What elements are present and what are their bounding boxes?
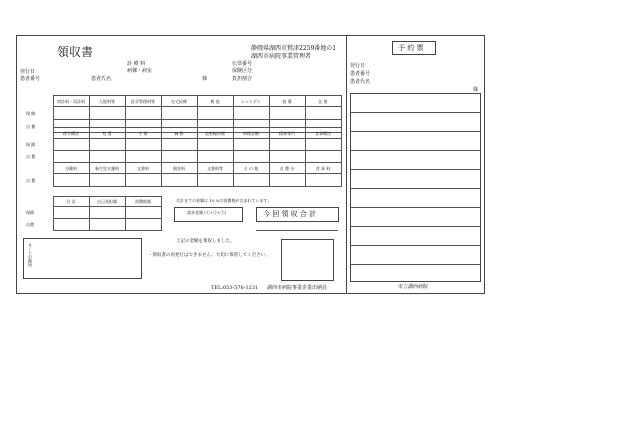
header-cell: 注 射 xyxy=(305,96,341,107)
billing-amount-box xyxy=(174,207,243,222)
phone-number: TEL:053-576-1231 xyxy=(211,285,259,291)
schedule-row-line xyxy=(350,226,480,227)
header-cell: 合 計 xyxy=(53,197,89,207)
header-cell: 手 術 xyxy=(125,128,161,139)
appointment-honorific: 様 xyxy=(473,87,479,93)
section-divider xyxy=(346,35,347,293)
row-label-insurance: 保 険 xyxy=(26,110,36,116)
header-cell: 処 置 xyxy=(89,128,125,139)
totals-row-label: 保険 xyxy=(26,210,34,215)
header-cell: 精神専門 xyxy=(269,128,305,139)
header-cell: 新生児介護料 xyxy=(89,163,125,174)
charges-table-3 xyxy=(20,162,342,187)
current-total-box xyxy=(256,207,339,222)
schedule-row-line xyxy=(350,207,480,208)
tax-note: 合計までの金額は 10 %の消費税が含まれています。 xyxy=(176,198,272,203)
header-cell: 放射線治療 xyxy=(197,128,233,139)
patient-name-label: 患者氏名 xyxy=(91,76,112,82)
current-total-underline xyxy=(256,230,338,231)
card-label: カード引換所 xyxy=(28,243,33,267)
charges-table-2 xyxy=(20,127,342,163)
card-exchange-box xyxy=(23,238,142,279)
header-cell: 初診料・再診料 xyxy=(53,96,89,107)
appointment-patient-name-label: 患者氏名 xyxy=(350,79,371,85)
ward-label: 病棟・病室 xyxy=(127,68,153,74)
header-cell: 理学療法 xyxy=(53,128,89,139)
header-cell: 病理診断 xyxy=(233,128,269,139)
row-label-self-pay: 自 費 xyxy=(26,123,36,129)
schedule-row-line xyxy=(350,112,480,113)
header-cell: レントゲン xyxy=(233,96,269,107)
header-cell: 食 事 料 xyxy=(305,163,341,174)
header-cell: 検 査 xyxy=(197,96,233,107)
header-cell: 自 費 分 xyxy=(269,163,305,174)
totals-table xyxy=(20,196,162,231)
reissue-note: ・領収書の再発行はできません。大切に保管してください。 xyxy=(148,253,270,258)
schedule-row-line xyxy=(350,245,480,246)
totals-row-label: 自費 xyxy=(26,222,34,227)
header-cell: 麻 酔 xyxy=(161,128,197,139)
schedule-row-line xyxy=(350,150,480,151)
schedule-row-line xyxy=(350,131,480,132)
issuer-name: 湖西市病院事業管理者 xyxy=(251,53,312,60)
schedule-row-line xyxy=(350,264,480,265)
billing-label: 請求金額 (①+②+③) xyxy=(187,210,227,215)
header-cell: 医学管理料等 xyxy=(125,96,161,107)
schedule-row-line xyxy=(350,188,480,189)
header-cell: そ の 他 xyxy=(233,163,269,174)
patient-no-label: 患者番号 xyxy=(20,76,41,82)
appointment-issue-date-label: 発行日 xyxy=(350,63,366,69)
header-cell: 投 薬 xyxy=(269,96,305,107)
header-cell: 入院料等 xyxy=(89,96,125,107)
appointment-title-box xyxy=(392,41,436,55)
header-cell: 在宅医療 xyxy=(161,96,197,107)
slip-no-label: 伝票番号 xyxy=(232,61,253,67)
header-cell: 個室料 xyxy=(161,163,197,174)
stamp-box xyxy=(281,239,334,281)
copay-label: 負担割合 xyxy=(232,76,253,82)
hospital-address: 静岡県湖西市鷲津2259番地の1 xyxy=(251,45,337,52)
issue-date-label: 発行日 xyxy=(20,69,36,75)
header-cell: 分娩料 xyxy=(53,163,89,174)
insurance-label: 保険区分 xyxy=(232,68,253,74)
header-cell: 消費税額 xyxy=(125,197,161,207)
receipt-title: 領収書 xyxy=(57,45,94,59)
row-label-insurance: 保 険 xyxy=(26,142,36,147)
schedule-row-line xyxy=(350,169,480,170)
fee-label: 診 療 料 xyxy=(127,61,146,67)
appointment-title: 予 約 票 xyxy=(398,44,424,52)
received-note: 上記の金額を領収しました。 xyxy=(176,239,235,244)
appointment-hospital-name: 市立湖西病院 xyxy=(398,284,429,290)
cashier-name: 湖西市病院事業企業出納員 xyxy=(267,285,328,291)
row-label-self-pay: 自 費 xyxy=(26,177,36,183)
header-cell: 文書料等 xyxy=(197,163,233,174)
current-total-label: 今 回 領 収 合 計 xyxy=(263,210,317,218)
appointment-patient-no-label: 患者番号 xyxy=(350,71,371,77)
row-label-self-pay: 自 費 xyxy=(26,154,36,159)
header-cell: 自己負担額 xyxy=(89,197,125,207)
honorific: 様 xyxy=(202,76,208,82)
header-cell: 文書料 xyxy=(125,163,161,174)
header-cell: 食事療法 xyxy=(305,128,341,139)
